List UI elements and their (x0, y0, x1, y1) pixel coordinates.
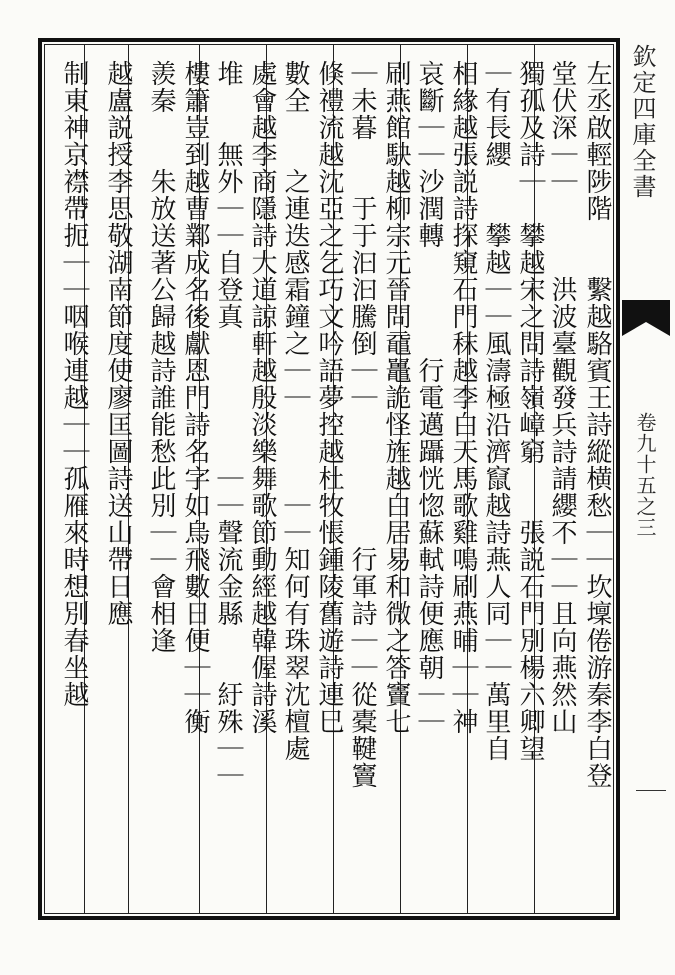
volume-label: 卷九十五之三 (633, 412, 657, 538)
text-column: 獨孤及詩｜ 攀越宋之問詩嶺嶂窮 張説石門別楊六卿望 (515, 60, 545, 762)
text-column: 左丞啟輕陟階 繫越駱賓王詩縱横愁｜｜坎壈倦游秦李白登 (582, 60, 612, 789)
text-column: 越盧説授李思敬湖南節度使廖匡圖詩送山帶日應 (103, 60, 133, 627)
text-column: 樓簫豈到越曹鄴成名後獻恩門詩名字如烏飛數日便｜｜衡 (180, 60, 210, 735)
text-column: 堂伏深｜｜ 洪波臺觀發兵詩請纓不｜｜且向燕然山 (547, 60, 577, 735)
text-column: ｜有長纓 攀越｜｜風濤極沿濟竄越詩燕人同｜｜萬里自 (481, 60, 511, 762)
fishtail-mark-icon (622, 300, 670, 336)
book-title: 欽定四庫全書 (628, 44, 656, 200)
text-column: 哀斷｜｜沙潤轉 行電邁躡恍惚蘇軾詩便應朝｜｜ (414, 60, 444, 735)
margin-rule (636, 790, 666, 791)
text-column: 制東神京襟帶扼｜｜咽喉連越｜｜孤雁來時想別春坐越 (59, 60, 89, 708)
text-column: 刷燕館駃越柳宗元晉問黿鼉詭怪旌越白居易和微之答竇七 (381, 60, 411, 735)
text-column: 相緣越張説詩探窺石門秣越李白天馬歌雞鳴刷燕晡｜｜神 (448, 60, 478, 735)
text-column: ｜未暮 于于汩汩騰倒｜｜ 行軍詩｜｜從橐鞬竇 (347, 60, 377, 789)
text-column: 倏禮流越沈亞之乞巧文吟語夢控越杜牧悵鍾陵舊遊詩連巳 (314, 60, 344, 735)
text-column: 處會越李商隱詩大道諒軒越殷淡樂舞歌節動經越韓偓詩溪 (247, 60, 277, 735)
text-column: 數全 之連迭感霜鐘之｜｜ ｜｜知何有珠翠沈檀處 (280, 60, 310, 762)
text-column: 羨秦 朱放送著公歸越詩誰能愁此別｜｜會相逢 (146, 60, 176, 654)
text-column: 堆 無外｜｜自登真 ｜｜聲流金縣 紆殊｜｜ (213, 60, 243, 789)
